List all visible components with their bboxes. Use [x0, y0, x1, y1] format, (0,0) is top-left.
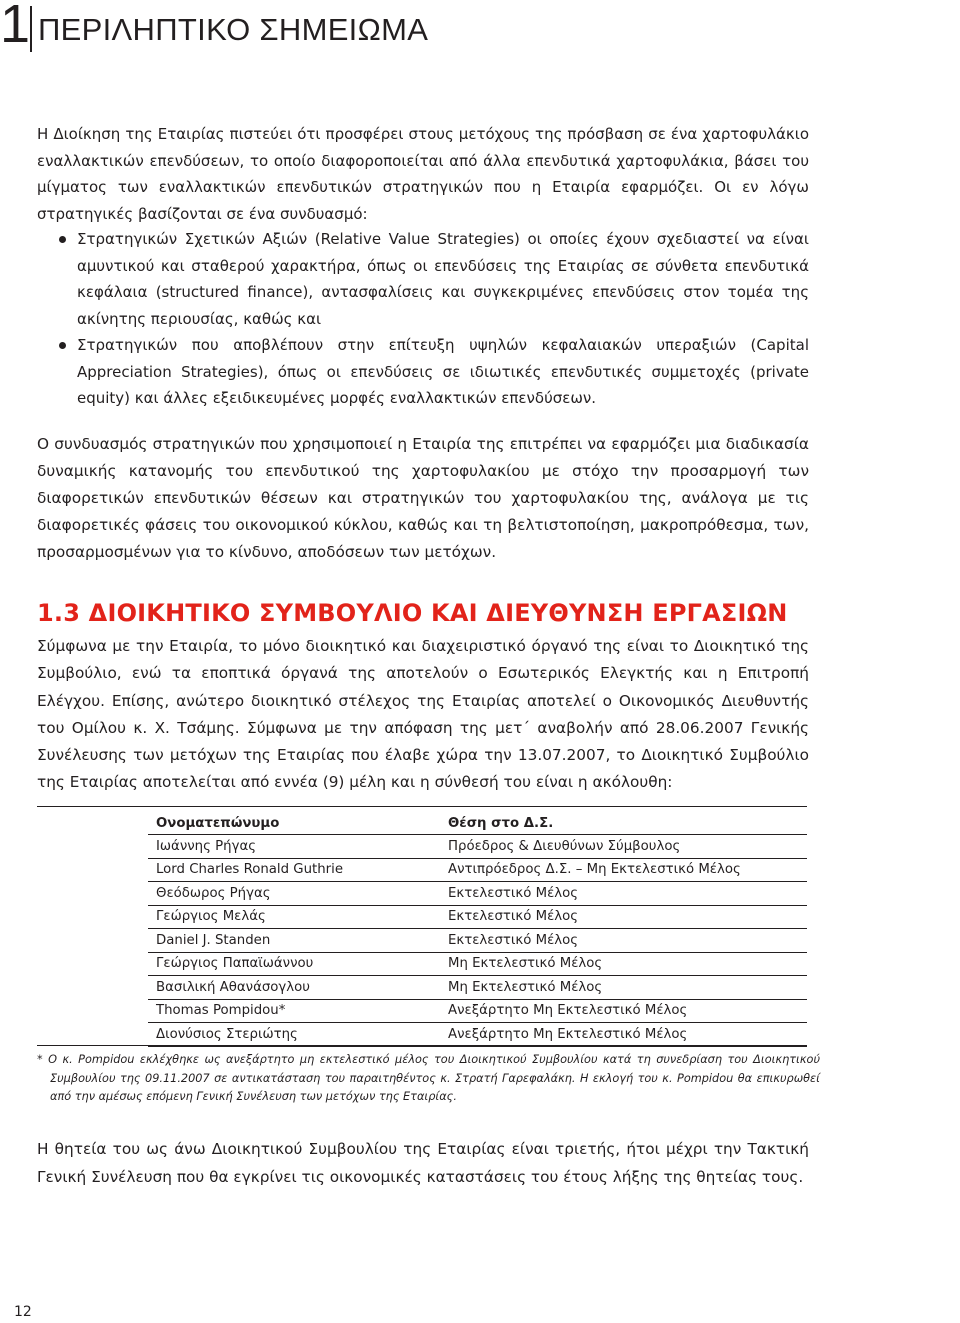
board-members-table	[148, 812, 807, 1047]
member-position: Πρόεδρος & Διευθύνων Σύμβουλος	[440, 835, 807, 859]
member-name: Daniel J. Standen	[148, 929, 440, 953]
bullet-icon	[59, 342, 66, 349]
member-name: Γεώργιος Μελάς	[148, 905, 440, 929]
member-position: Μη Εκτελεστικό Μέλος	[440, 976, 807, 1000]
member-position: Ανεξάρτητο Μη Εκτελεστικό Μέλος	[440, 999, 807, 1023]
member-position: Αντιπρόεδρος Δ.Σ. – Μη Εκτελεστικό Μέλος	[440, 858, 807, 882]
bullet-icon	[59, 236, 66, 243]
chapter-number: 1	[0, 0, 31, 54]
table-header-row	[148, 812, 807, 835]
member-name: Lord Charles Ronald Guthrie	[148, 858, 440, 882]
list-item	[37, 332, 809, 412]
member-name: Διονύσιος Στεριώτης	[148, 1023, 440, 1047]
table-row	[148, 929, 807, 953]
member-position: Εκτελεστικό Μέλος	[440, 929, 807, 953]
member-name: Γεώργιος Παπαϊωάννου	[148, 952, 440, 976]
member-position: Εκτελεστικό Μέλος	[440, 905, 807, 929]
table-row	[148, 882, 807, 906]
table-row	[148, 835, 807, 859]
list-item	[37, 226, 809, 332]
table-row	[148, 905, 807, 929]
member-position: Μη Εκτελεστικό Μέλος	[440, 952, 807, 976]
bullet-text: Στρατηγικών που αποβλέπουν στην επίτευξη υψηλών κεφαλαιακών υπεραξιών (Capital Appreciation Strategies), όπως οι επενδύσεις σε ιδιωτικές επενδυτικές συμμετοχές (private equity) και άλλες εξειδικευμένες μορφές εναλλακτικών επενδύσεων.	[77, 336, 809, 407]
bullet-text: Στρατηγικών Σχετικών Αξιών (Relative Value Strategies) οι οποίες έχουν σχεδιαστεί να είναι αμυντικού και σταθερού χαρακτήρα, όπως οι επενδύσεις της Εταιρίας σε σύνθετα επενδυτικά κεφάλαια (structured finance), αντασφαλίσεις και συγκεκριμένες επενδύσεις στον τομέα της ακίνητης περιουσίας, καθώς και	[77, 230, 809, 328]
board-intro-paragraph: Σύμφωνα με την Εταιρία, το μόνο διοικητικό και διαχειριστικό όργανό της είναι το Διοικητικό της Συμβούλιο, ενώ τα εποπτικά όργανά της αποτελούν ο Εσωτερικός Ελεγκτής και η Επιτροπή Ελέγχου. Επίσης, ανώτερο διοικητικό στέλεχος της Εταιρίας αποτελεί ο Οικονομικός Διευθυντής του Ομίλου κ. Χ. Τσάμης. Σύμφωνα με την απόφαση της μετ΄ αναβολήν από 28.06.2007 Γενικής Συνέλευσης των μετόχων της Εταιρίας που έλαβε χώρα την 13.07.2007, το Διοικητικό Συμβούλιο της Εταιρίας αποτελείται από εννέα (9) μέλη και η σύνθεσή του είναι η ακόλουθη:	[37, 637, 809, 792]
chapter-title: ΠΕΡΙΛΗΠΤΙΚΟ ΣΗΜΕΙΩΜΑ	[38, 12, 429, 47]
strategy-bullet-list	[37, 226, 809, 412]
table-row	[148, 952, 807, 976]
table-row	[148, 858, 807, 882]
member-name: Βασιλική Αθανάσογλου	[148, 976, 440, 1000]
table-top-rule	[37, 806, 807, 807]
member-name: Ιωάννης Ρήγας	[148, 835, 440, 859]
intro-paragraph: Η Διοίκηση της Εταιρίας πιστεύει ότι προσφέρει στους μετόχους της πρόσβαση σε ένα χαρτοφυλάκιο εναλλακτικών επενδύσεων, το οποίο διαφοροποιείται από άλλα επενδυτικά χαρτοφυλάκια, βάσει του μίγματος των εναλλακτικών επενδυτικών στρατηγικών που η Εταιρία εφαρμόζει. Οι εν λόγω στρατηγικές βασίζονται σε ένα συνδυασμό:	[37, 125, 809, 223]
footnote: * Ο κ. Pompidou εκλέχθηκε ως ανεξάρτητο μη εκτελεστικό μέλος του Διοικητικού Συμβουλίου κατά τη συνεδρίαση του Διοικητικού Συμβουλίου της 09.11.2007 σε αντικατάσταση του παραιτηθέντος κ. Στρατή Γαρεφαλάκη. Η εκλογή του κ. Pompidou θα επικυρωθεί από την αμέσως επόμενη Γενική Συνέλευση των μετόχων της Εταιρίας.	[37, 1053, 820, 1103]
column-header-name: Ονοματεπώνυμο	[148, 812, 440, 835]
section-heading: 1.3 ΔΙΟΙΚΗΤΙΚΟ ΣΥΜΒΟΥΛΙΟ ΚΑΙ ΔΙΕΥΘΥΝΣΗ ΕΡΓΑΣΙΩΝ	[37, 599, 788, 627]
page-number: 12	[14, 1304, 32, 1320]
table-bottom-rule	[37, 1045, 807, 1046]
member-position: Εκτελεστικό Μέλος	[440, 882, 807, 906]
column-header-position: Θέση στο Δ.Σ.	[440, 812, 807, 835]
header-divider	[30, 6, 32, 52]
member-name: Thomas Pompidou*	[148, 999, 440, 1023]
closing-paragraph: Η θητεία του ως άνω Διοικητικού Συμβουλίου της Εταιρίας είναι τριετής, ήτοι μέχρι την Τακτική Γενική Συνέλευση που θα εγκρίνει τις οικονομικές καταστάσεις του έτους λήξης της θητείας τους.	[37, 1140, 809, 1186]
table-row	[148, 999, 807, 1023]
member-position: Ανεξάρτητο Μη Εκτελεστικό Μέλος	[440, 1023, 807, 1047]
table-row	[148, 976, 807, 1000]
table-row	[148, 1023, 807, 1047]
strategy-mix-paragraph: Ο συνδυασμός στρατηγικών που χρησιμοποιεί η Εταιρία της επιτρέπει να εφαρμόζει μια διαδικασία δυναμικής κατανομής του επενδυτικού της χαρτοφυλακίου με στόχο την προσαρμογή των διαφορετικών επενδυτικών θέσεων και στρατηγικών του χαρτοφυλακίου της, ανάλογα με τις διαφορετικές φάσεις του οικονομικού κύκλου, καθώς και τη βελτιστοποίηση, μακροπρόθεσμα, των, προσαρμοσμένων για το κίνδυνο, αποδόσεων των μετόχων.	[37, 435, 809, 561]
member-name: Θεόδωρος Ρήγας	[148, 882, 440, 906]
